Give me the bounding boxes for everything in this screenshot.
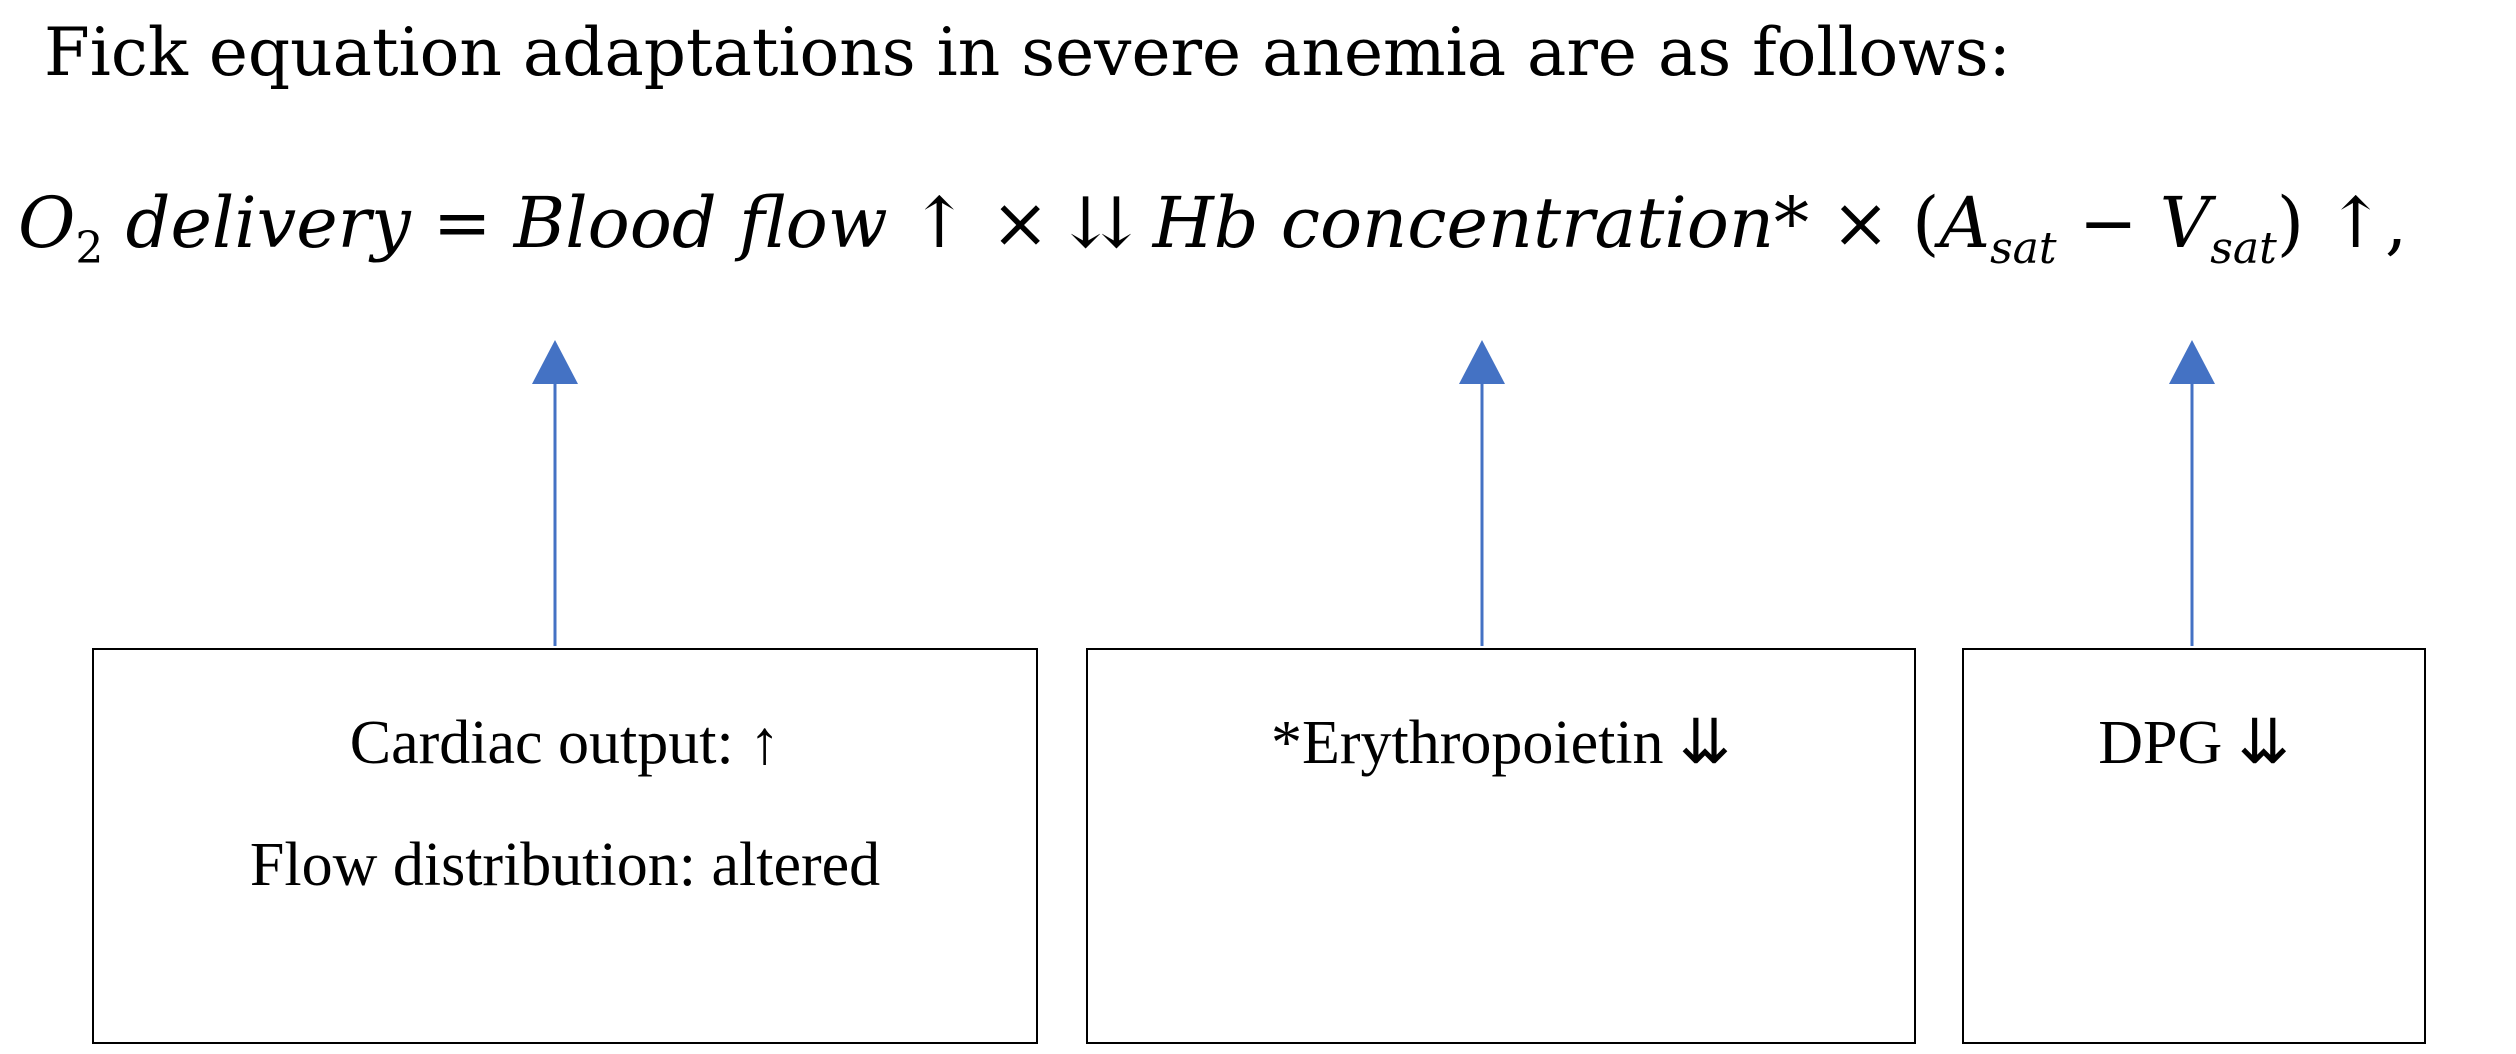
eq-v-subscript: sat [2210,223,2277,274]
eq-minus: − [2056,182,2160,264]
eq-times-1: × [990,182,1072,264]
eq-blood-flow: Blood flow [513,182,888,264]
eq-double-down-arrow: ⇊ [1071,182,1153,264]
eq-asterisk-times: * × ( [1774,182,1940,264]
arrow-erythropoietin [1459,340,1505,646]
eq-hb-concentration: Hb concentration [1152,182,1775,264]
eq-o2: O [18,182,76,264]
flow-distribution-label: Flow distribution: altered [249,831,881,899]
eq-close-paren: ) [2276,182,2305,264]
cardiac-output-label: Cardiac output: ↑ [349,709,781,777]
cardiac-output-box [92,648,1038,1044]
erythropoietin-label: *Erythropoietin ⇊ [1270,709,1732,777]
arrow-erythropoietin-head [1459,340,1505,384]
eq-o2-subscript: 2 [75,223,104,274]
arrow-dpg-head [2169,340,2215,384]
eq-a: A [1939,182,1991,264]
dpg-box [1962,648,2426,1044]
dpg-label: DPG ⇊ [2098,709,2290,777]
eq-a-subscript: sat [1990,223,2057,274]
arrow-cardiac-head [532,340,578,384]
eq-v: V [2159,182,2211,264]
diagram-title: Fick equation adaptations in severe anemia are as follows: [44,14,2011,91]
eq-lhs: delivery = [103,182,514,264]
eq-up-arrow-2: ↑, [2304,182,2408,264]
arrow-cardiac [532,340,578,646]
arrow-dpg [2169,340,2215,646]
eq-up-arrow-1: ↑ [887,182,991,264]
erythropoietin-box [1086,648,1916,1044]
